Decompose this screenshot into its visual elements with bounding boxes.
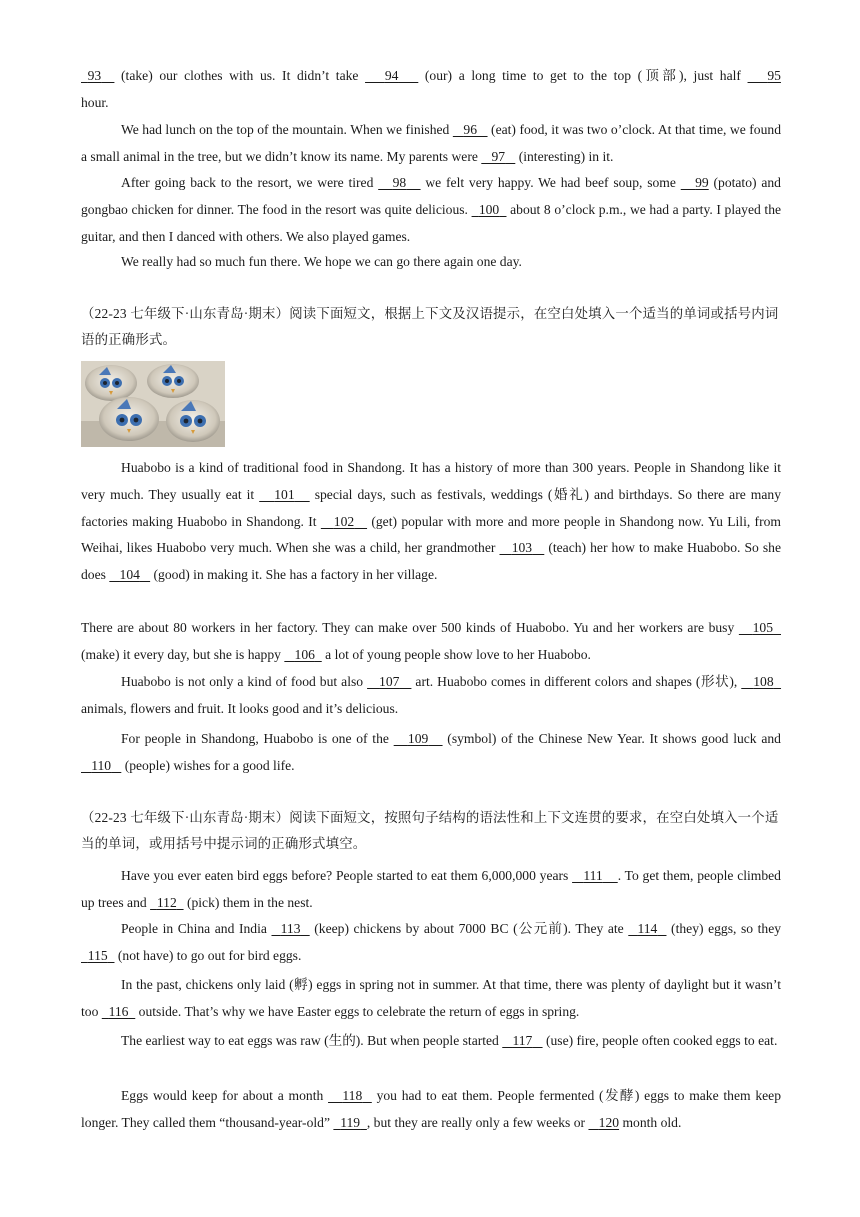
blank-105[interactable]: 105 <box>752 620 774 635</box>
section3-paragraph2: People in China and India 113 (keep) chickens by about 7000 BC (公元前). They ate 114 (they) eggs, so they 115 (not have) to go out for bird eggs. <box>81 916 781 970</box>
blank-110[interactable]: 110 <box>91 757 112 773</box>
section2-header: （22-23 七年级下·山东青岛·期末）阅读下面短文，根据上下文及汉语提示，在空白处填入一个适当的单词或括号内词语的正确形式。 <box>81 306 779 347</box>
blank-108[interactable]: 108 <box>753 674 774 689</box>
blank-96[interactable]: 96 <box>463 122 477 137</box>
passage1-line1: 93 (take) our clothes with us. It didn’t take 94 (our) a long time to get to the top (顶部), just half 95 <box>81 63 781 90</box>
section2-paragraph1: Huabobo is a kind of traditional food in Shandong. It has a history of more than 300 years. People in Shandong like it very much. They usually eat it 101 special days, such as festivals, weddings (婚礼) and birthdays. So there are many factories making Huabobo in Shandong. It 102 (get) popular with more and more people in Shandong now. Yu Lili, from Weihai, likes Huabobo very much. When she was a child, her grandmother 103 (teach) her how to make Huabobo. So she does 104 (good) in making it. She has a factory in her village. <box>81 460 782 583</box>
blank-95[interactable]: 95 <box>767 68 781 83</box>
section3-paragraph3: In the past, chickens only laid (孵) eggs in spring not in summer. At that time, there was plenty of daylight but it wasn’t too 116 outside. That’s why we have Easter eggs to celebrate the return of eggs in spring. <box>81 977 781 1019</box>
blank-112[interactable]: 112 <box>156 894 177 910</box>
passage1-line2: hour. <box>81 95 109 110</box>
blank-102[interactable]: 102 <box>333 513 355 529</box>
blank-97[interactable]: 97 <box>491 148 506 164</box>
blank-93[interactable]: 93 <box>87 68 102 83</box>
blank-106[interactable]: 106 <box>294 646 315 662</box>
blank-119[interactable]: 119 <box>340 1114 361 1130</box>
section3-paragraph5: Eggs would keep for about a month 118 you had to eat them. People fermented (发酵) eggs to make them keep longer. They called them “thousand-year-old” 119 , but they are really only a few weeks or 120 month old. <box>81 1088 782 1130</box>
blank-109[interactable]: 109 <box>407 731 429 746</box>
huabobo-image <box>81 361 225 447</box>
section2-paragraph2: There are about 80 workers in her factory. They can make over 500 kinds of Huabobo. Yu and her workers are busy 105 (make) it every day, but she is happy 106 a lot of young people show love to her Huabobo. <box>81 615 781 669</box>
section3-paragraph1: Have you ever eaten bird eggs before? People started to eat them 6,000,000 years 111 . To get them, people climbed up trees and 112 (pick) them in the nest. <box>81 868 781 910</box>
blank-99[interactable]: 99 <box>695 175 709 190</box>
blank-120[interactable]: 120 <box>598 1114 620 1130</box>
passage1-paragraph2: We had lunch on the top of the mountain. When we finished 96 (eat) food, it was two o’clock. At that time, we found a small animal in the tree, but we didn’t know its name. My parents were 97 (interesting) in it. <box>81 122 781 164</box>
blank-100[interactable]: 100 <box>478 201 500 217</box>
blank-113[interactable]: 113 <box>280 921 301 936</box>
blank-115[interactable]: 115 <box>87 947 108 963</box>
blank-94[interactable]: 94 <box>384 68 399 83</box>
blank-98[interactable]: 98 <box>392 175 407 190</box>
passage1-paragraph3: After going back to the resort, we were tired 98 we felt very happy. We had beef soup, some 99 (potato) and gongbao chicken for dinner. The food in the resort was quite delicious. 100 about 8 o’clock p.m., we had a party. I played the guitar, and then I danced with others. We also played games. <box>81 175 782 244</box>
section2-paragraph3: Huabobo is not only a kind of food but also 107 art. Huabobo comes in different colors and shapes (形状), 108 animals, flowers and fruit. It looks good and it’s delicious. <box>81 669 781 723</box>
blank-101[interactable]: 101 <box>274 486 295 502</box>
passage1-paragraph4: We really had so much fun there. We hope we can go there again one day. <box>121 254 522 269</box>
blank-103[interactable]: 103 <box>511 540 533 556</box>
blank-107[interactable]: 107 <box>379 674 400 689</box>
huabobo-photo <box>81 361 225 447</box>
blank-104[interactable]: 104 <box>119 567 140 583</box>
section2-paragraph4: For people in Shandong, Huabobo is one of the 109 (symbol) of the Chinese New Year. It shows good luck and 110 (people) wishes for a good life. <box>81 726 781 780</box>
blank-118[interactable]: 118 <box>342 1088 363 1103</box>
blank-116[interactable]: 116 <box>108 1003 129 1019</box>
blank-117[interactable]: 117 <box>512 1033 533 1048</box>
section3-header: （22-23 七年级下·山东青岛·期末）阅读下面短文，按照句子结构的语法性和上下文连贯的要求，在空白处填入一个适当的单词，或用括号中提示词的正确形式填空。 <box>81 810 779 851</box>
blank-111[interactable]: 111 <box>583 868 603 883</box>
section3-paragraph4: The earliest way to eat eggs was raw (生的). But when people started 117 (use) fire, people often cooked eggs to eat. <box>121 1033 778 1048</box>
blank-114[interactable]: 114 <box>637 921 658 936</box>
